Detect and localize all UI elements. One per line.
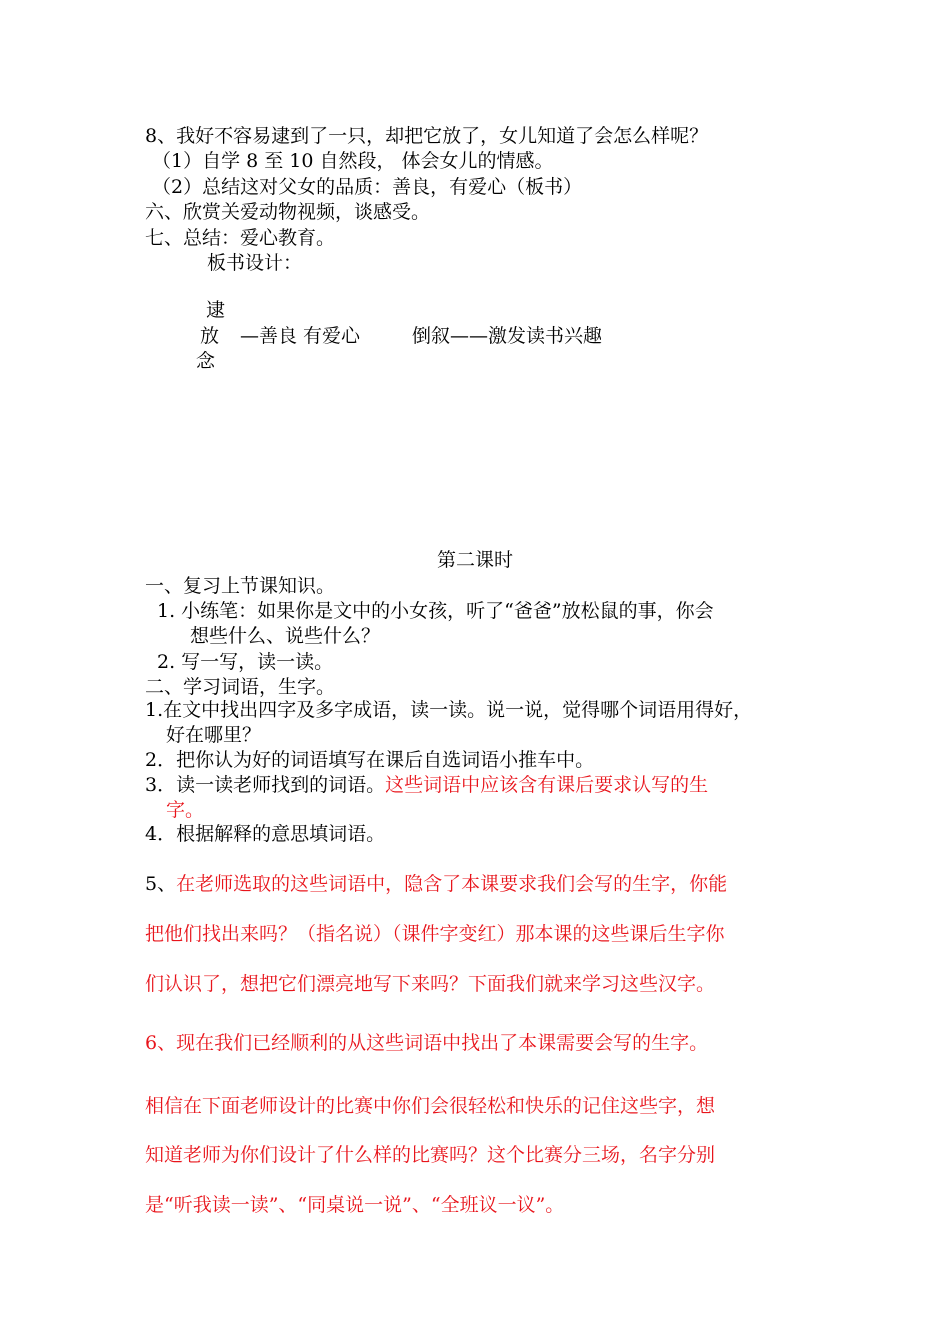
- board-right-text: 倒叙——激发读书兴趣: [412, 325, 603, 347]
- item-5-first-line: [145, 872, 727, 896]
- text-line: （1）自学 8 至 10 自然段， 体会女儿的情感。: [152, 150, 554, 172]
- item-number: 5、: [145, 873, 177, 895]
- text-line: 1. 小练笔：如果你是文中的小女孩，听了“爸爸”放松鼠的事，你会: [157, 600, 714, 622]
- text-line: 七、总结：爱心教育。: [145, 227, 336, 249]
- highlighted-text: 相信在下面老师设计的比赛中你们会很轻松和快乐的记住这些字，想: [145, 1095, 716, 1117]
- highlighted-text: 6、现在我们已经顺利的从这些词语中找出了本课需要会写的生字。: [145, 1032, 709, 1054]
- highlighted-text: 把他们找出来吗？（指名说）（课件字变红）那本课的这些课后生字你: [145, 923, 725, 945]
- text-line: 1.在文中找出四字及多字成语，读一读。说一说，觉得哪个词语用得好，: [145, 699, 753, 721]
- text-line: 六、欣赏关爱动物视频，谈感受。: [145, 201, 431, 223]
- text-line: 2. 写一写，读一读。: [157, 651, 334, 673]
- text-line: （2）总结这对父女的品质：善良，有爱心（板书）: [152, 176, 583, 198]
- section-title: 第二课时: [436, 549, 513, 571]
- highlighted-text: 知道老师为你们设计了什么样的比赛吗？这个比赛分三场，名字分别: [145, 1144, 716, 1166]
- board-middle-text: —善良 有爱心: [240, 325, 361, 347]
- board-char: 念: [196, 350, 216, 372]
- text-line: 一、复习上节课知识。: [145, 575, 336, 597]
- text-line: 4．根据解释的意思填词语。: [145, 823, 386, 845]
- text-line: 2．把你认为好的词语填写在课后自选词语小推车中。: [145, 749, 595, 771]
- board-design-heading: 板书设计：: [207, 252, 303, 274]
- text-segment: 3．读一读老师找到的词语。: [145, 774, 386, 796]
- highlighted-text: 这些词语中应该含有课后要求认写的生: [385, 774, 709, 796]
- highlighted-text: 在老师选取的这些词语中，隐含了本课要求我们会写的生字，你能: [176, 873, 728, 895]
- text-line: 8、我好不容易逮到了一只，却把它放了，女儿知道了会怎么样呢？: [145, 125, 709, 147]
- text-line: [145, 773, 708, 797]
- text-line: 好在哪里？: [166, 724, 262, 746]
- board-char: 放: [200, 325, 220, 347]
- highlighted-text: 们认识了，想把它们漂亮地写下来吗？下面我们就来学习这些汉字。: [145, 973, 716, 995]
- highlighted-text: 是“听我读一读”、“同桌说一说”、“全班议一议”。: [145, 1194, 565, 1216]
- board-char: 逮: [206, 299, 226, 321]
- highlighted-text: 字。: [166, 799, 205, 821]
- text-line: 想些什么、说些什么？: [190, 625, 381, 647]
- text-line: 二、学习词语，生字。: [145, 676, 336, 698]
